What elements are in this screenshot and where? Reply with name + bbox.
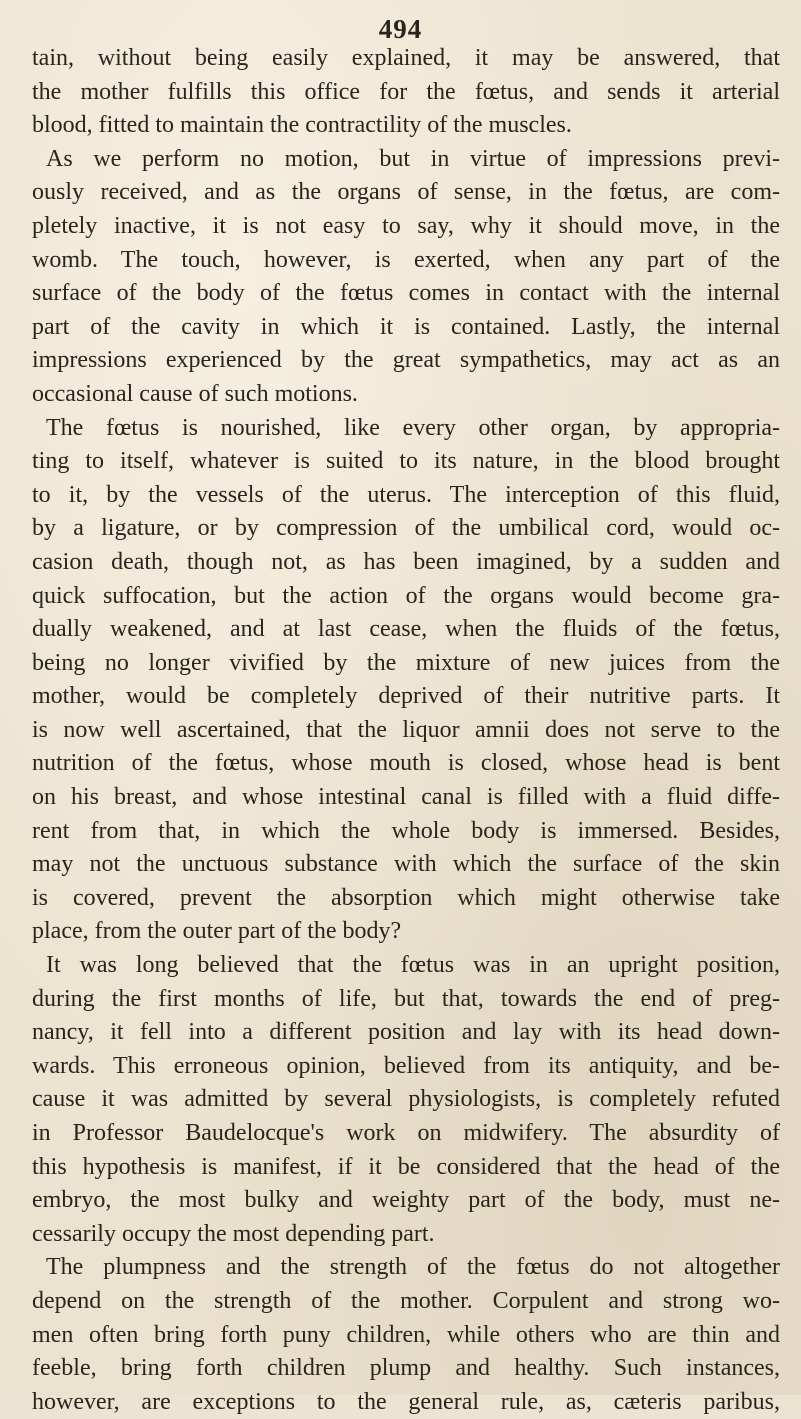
text-line: by a ligature, or by compression of the umbilical cord, would oc- bbox=[32, 515, 780, 542]
text-line: quick suffocation, but the action of the organs would become gra- bbox=[32, 582, 780, 609]
text-line: is covered, prevent the absorption which might otherwise take bbox=[32, 884, 780, 911]
body-text bbox=[32, 42, 780, 1419]
text-line: As we perform no motion, but in virtue of impressions previ- bbox=[46, 145, 780, 172]
text-line: feeble, bring forth children plump and healthy. Such instances, bbox=[32, 1355, 780, 1382]
text-line: men often bring forth puny children, while others who are thin and bbox=[32, 1321, 780, 1348]
text-line: occasional cause of such motions. bbox=[32, 380, 358, 407]
text-line: to it, by the vessels of the uterus. The interception of this fluid, bbox=[32, 481, 780, 508]
text-line: It was long believed that the fœtus was in an upright position, bbox=[46, 952, 780, 979]
text-line: impressions experienced by the great sympathetics, may act as an bbox=[32, 347, 780, 374]
text-line: surface of the body of the fœtus comes in contact with the internal bbox=[32, 280, 780, 307]
text-line: during the first months of life, but that, towards the end of preg- bbox=[32, 985, 780, 1012]
text-line: may not the unctuous substance with which the surface of the skin bbox=[32, 851, 780, 878]
text-line: nancy, it fell into a different position and lay with its head down- bbox=[32, 1019, 780, 1046]
text-line: wards. This erroneous opinion, believed from its antiquity, and be- bbox=[32, 1052, 780, 1079]
text-line: part of the cavity in which it is contained. Lastly, the internal bbox=[32, 313, 780, 340]
text-line: place, from the outer part of the body? bbox=[32, 918, 402, 945]
text-line: The fœtus is nourished, like every other organ, by appropria- bbox=[46, 414, 780, 441]
text-line: The plumpness and the strength of the fœtus do not altogether bbox=[46, 1254, 780, 1281]
text-line: blood, fitted to maintain the contractility of the muscles. bbox=[32, 112, 572, 139]
text-line: cessarily occupy the most depending part. bbox=[32, 1220, 435, 1247]
text-line: being no longer vivified by the mixture of new juices from the bbox=[32, 649, 780, 676]
text-line: tain, without being easily explained, it may be answered, that bbox=[32, 45, 780, 71]
text-line: casion death, though not, as has been imagined, by a sudden and bbox=[32, 548, 780, 575]
text-line: ting to itself, whatever is suited to its nature, in the blood brought bbox=[32, 448, 780, 475]
text-line: pletely inactive, it is not easy to say, why it should move, in the bbox=[32, 212, 780, 239]
text-line: cause it was admitted by several physiologists, is completely refuted bbox=[32, 1086, 780, 1113]
text-line: embryo, the most bulky and weighty part of the body, must ne- bbox=[32, 1187, 780, 1214]
text-line: however, are exceptions to the general rule, as, cæteris paribus, bbox=[32, 1388, 780, 1415]
text-line: this hypothesis is manifest, if it be considered that the head of the bbox=[32, 1153, 780, 1180]
text-line: is now well ascertained, that the liquor amnii does not serve to the bbox=[32, 716, 780, 743]
text-line: womb. The touch, however, is exerted, when any part of the bbox=[32, 246, 780, 273]
page-number: 494 bbox=[378, 14, 423, 44]
text-line: in Professor Baudelocque's work on midwifery. The absurdity of bbox=[32, 1120, 780, 1146]
text-line: dually weakened, and at last cease, when the fluids of the fœtus, bbox=[32, 616, 780, 643]
text-line: nutrition of the fœtus, whose mouth is closed, whose head is bent bbox=[32, 750, 780, 777]
text-line: ously received, and as the organs of sense, in the fœtus, are com- bbox=[32, 179, 780, 206]
text-line: mother, would be completely deprived of their nutritive parts. It bbox=[32, 683, 780, 710]
text-line: on his breast, and whose intestinal canal is filled with a fluid diffe- bbox=[32, 784, 780, 811]
text-line: depend on the strength of the mother. Corpulent and strong wo- bbox=[32, 1287, 780, 1314]
text-line: the mother fulfills this office for the fœtus, and sends it arterial bbox=[32, 78, 780, 105]
text-line: rent from that, in which the whole body is immersed. Besides, bbox=[32, 817, 780, 844]
